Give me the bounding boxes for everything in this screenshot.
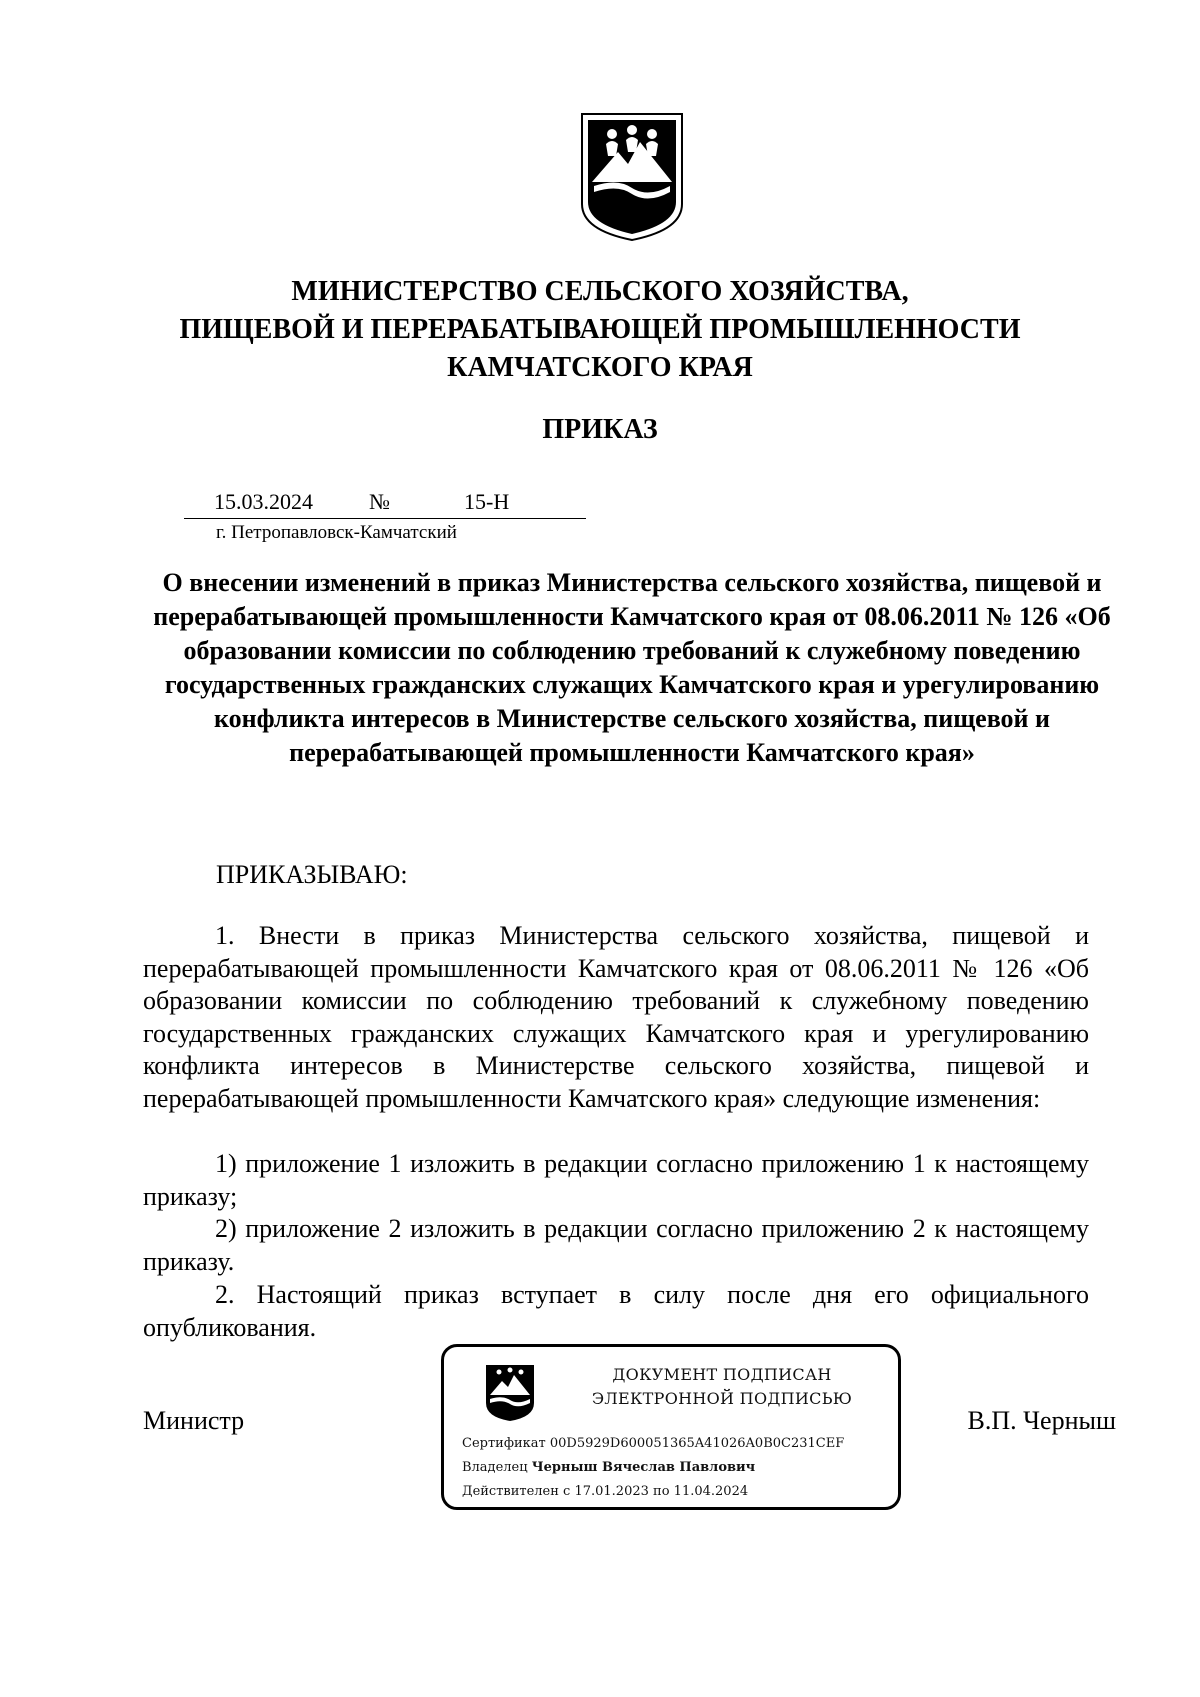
city-of-issue: г. Петропавловск-Камчатский	[216, 522, 457, 543]
paragraph-1-item-2: 2) приложение 2 изложить в редакции согласно приложению 2 к настоящему приказу.	[143, 1214, 1089, 1276]
document-type-heading: ПРИКАЗ	[542, 414, 658, 445]
paragraph-2: 2. Настоящий приказ вступает в силу после дня его официального опубликования.	[143, 1280, 1089, 1342]
coat-of-arms-emblem	[578, 112, 686, 242]
stamp-emblem-icon	[484, 1363, 536, 1423]
electronic-signature-stamp	[441, 1344, 901, 1510]
certificate-value: 00D5929D600051365A41026A0B0C231CEF	[549, 1436, 845, 1451]
registration-underline	[184, 518, 586, 519]
valid-from-label: Действителен с	[462, 1484, 571, 1499]
valid-to-label: по	[653, 1484, 670, 1499]
paragraph-1-item-1: 1) приложение 1 изложить в редакции согласно приложению 1 к настоящему приказу;	[143, 1149, 1089, 1211]
stamp-certificate	[462, 1435, 844, 1453]
owner-value: Черныш Вячеслав Павлович	[531, 1460, 756, 1475]
paragraph-1: 1. Внести в приказ Министерства сельского хозяйства, пищевой и перерабатывающей промышленности Камчатского края от 08.06.2011 № 126 «Об образовании комиссии по соблюдению требований к служебному поведению государственных гражданских служащих Камчатского края и урегулированию конфликта интересов в Министерстве сельского хозяйства, пищевой и перерабатывающей промышленности Камчатского края» следующие изменения:	[143, 921, 1089, 1113]
document-subject: О внесении изменений в приказ Министерства сельского хозяйства, пищевой и перерабатывающей промышленности Камчатского края от 08.06.2011 № 126 «Об образовании комиссии по соблюдению требований к служебному поведению государственных гражданских служащих Камчатского края и урегулированию конфликта интересов в Министерстве сельского хозяйства, пищевой и перерабатывающей промышленности Камчатского края»	[153, 568, 1111, 767]
certificate-label: Сертификат	[462, 1436, 546, 1451]
valid-from-date: 17.01.2023	[574, 1484, 649, 1499]
number-sign: №	[369, 489, 390, 514]
owner-label: Владелец	[462, 1460, 528, 1475]
stamp-validity	[462, 1483, 748, 1501]
stamp-heading-line-2: ЭЛЕКТРОННОЙ ПОДПИСЬЮ	[591, 1389, 853, 1408]
order-word: ПРИКАЗЫВАЮ:	[216, 860, 408, 889]
stamp-heading-line-1: ДОКУМЕНТ ПОДПИСАН	[612, 1365, 832, 1384]
ministry-name-line-1: МИНИСТЕРСТВО СЕЛЬСКОГО ХОЗЯЙСТВА,	[291, 276, 909, 307]
signatory-title: Министр	[143, 1406, 245, 1435]
document-number: 15-Н	[464, 489, 510, 514]
ministry-name-line-2: ПИЩЕВОЙ И ПЕРЕРАБАТЫВАЮЩЕЙ ПРОМЫШЛЕННОСТИ	[179, 314, 1021, 345]
ministry-name-line-3: КАМЧАТСКОГО КРАЯ	[447, 352, 753, 383]
registration-line	[184, 487, 586, 519]
stamp-owner	[462, 1459, 755, 1477]
document-date: 15.03.2024	[214, 489, 313, 514]
valid-to-date: 11.04.2024	[673, 1484, 749, 1499]
signatory-name: В.П. Черныш	[967, 1406, 1116, 1435]
